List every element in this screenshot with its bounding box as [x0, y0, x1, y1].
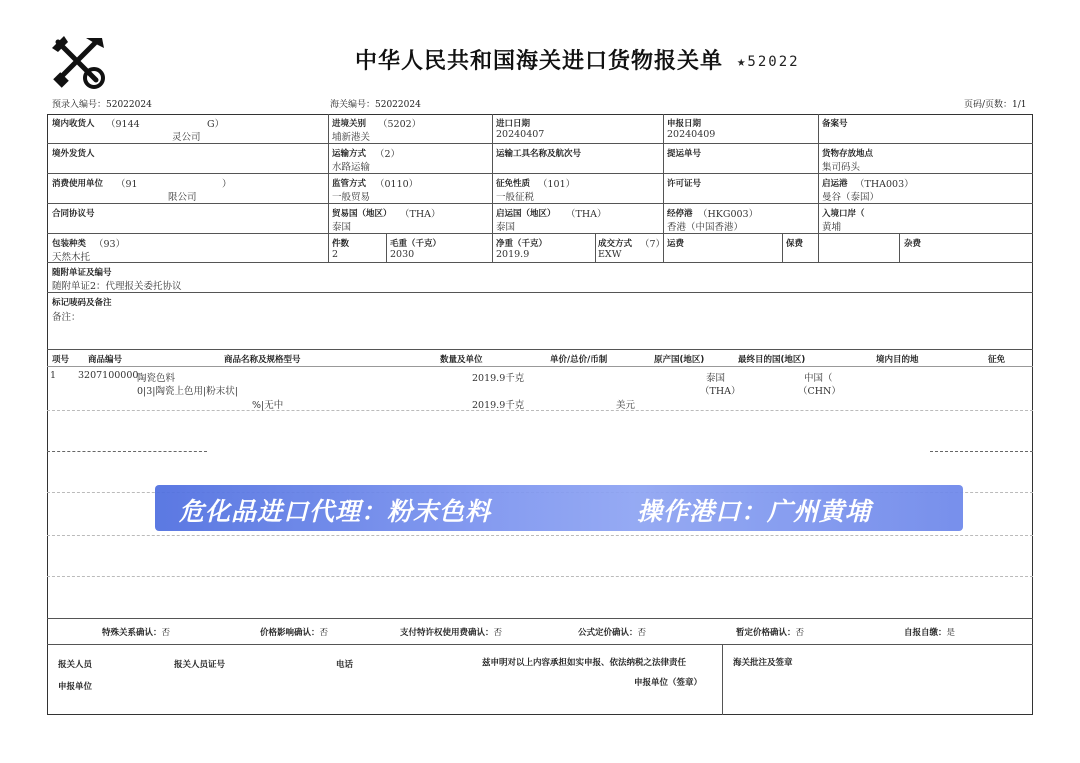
consignee-label: 境内收货人 — [52, 119, 95, 129]
origin-code: （THA） — [700, 386, 741, 397]
form-serial: ★52022 — [737, 54, 800, 70]
user-name: 限公司 — [168, 192, 197, 203]
quantity-2: 2019.9千克 — [472, 400, 525, 411]
pre-entry-number: 预录入编号：52022024 — [52, 100, 152, 110]
package-code: （93） — [94, 239, 126, 250]
item-no: 1 — [50, 370, 57, 381]
transit-port-label: 经停港 — [667, 209, 693, 219]
deal-code: （7） — [640, 239, 666, 250]
misc-label: 杂费 — [904, 239, 922, 249]
banner-left-text: 危化品进口代理：粉末色料 — [179, 497, 492, 526]
customs-emblem-icon — [50, 34, 108, 92]
pieces-label: 件数 — [332, 239, 350, 249]
contract-label: 合同协议号 — [52, 209, 95, 219]
transport-code: （2） — [375, 149, 401, 160]
gross-label: 毛重（千克） — [390, 239, 442, 249]
goods-spec-2: %|无中 — [252, 400, 284, 411]
user-code-end: ） — [222, 179, 232, 190]
quantity-1: 2019.9千克 — [472, 373, 525, 384]
col-item-no: 项号 — [52, 355, 70, 365]
freight-label: 运费 — [667, 239, 685, 249]
currency: 美元 — [616, 400, 636, 411]
declare-date: 20240409 — [667, 129, 716, 140]
declarant-id-label: 报关人员证号 — [174, 660, 226, 670]
declare-date-label: 申报日期 — [667, 119, 702, 129]
dep-country-label: 启运国（地区） — [496, 209, 556, 219]
dep-port-label: 启运港 — [822, 179, 848, 189]
trade-country-label: 贸易国（地区） — [332, 209, 392, 219]
storage: 集司码头 — [822, 162, 861, 173]
customs-number: 海关编号：52022024 — [330, 100, 421, 110]
destination: 中国（ — [804, 373, 833, 384]
entry-port-label: 进境关别 — [332, 119, 367, 129]
pieces: 2 — [332, 249, 339, 260]
dep-port: 曼谷（泰国） — [822, 192, 880, 203]
dep-country: 泰国 — [496, 222, 516, 233]
net: 2019.9 — [496, 249, 530, 260]
levy-code: （101） — [538, 179, 576, 190]
package: 天然木托 — [52, 252, 91, 263]
statement: 兹申明对以上内容承担如实申报、依法纳税之法律责任 — [482, 658, 687, 668]
supervision: 一般贸易 — [332, 192, 371, 203]
confirm-price-impact: 价格影响确认：否 — [260, 628, 329, 638]
deal-label: 成交方式 — [598, 239, 633, 249]
col-destination: 最终目的国(地区) — [738, 355, 806, 365]
form-title: 中华人民共和国海关进口货物报关单 — [355, 49, 724, 74]
col-origin: 原产国(地区) — [654, 355, 705, 365]
consignee-name: 灵公司 — [172, 132, 201, 143]
transit-port: 香港（中国香港） — [667, 222, 744, 233]
col-quantity: 数量及单位 — [440, 355, 483, 365]
consignee-code-end: G） — [207, 119, 225, 130]
dep-port-code: （THA003） — [855, 179, 914, 190]
phone-label: 电话 — [336, 660, 354, 670]
user-code: （91 — [116, 179, 138, 190]
bl-label: 提运单号 — [667, 149, 702, 159]
marks-value: 备注： — [52, 312, 81, 323]
banner-right-text: 操作港口：广州黄埔 — [637, 497, 872, 526]
license-label: 许可证号 — [667, 179, 702, 189]
dep-country-code: （THA） — [566, 209, 607, 220]
hs-code: 3207100000 — [78, 370, 139, 381]
col-hs-code: 商品编号 — [88, 355, 123, 365]
declarant-label: 报关人员 — [58, 660, 93, 670]
transport-label: 运输方式 — [332, 149, 367, 159]
col-domestic-dest: 境内目的地 — [876, 355, 919, 365]
record-label: 备案号 — [822, 119, 848, 129]
vessel-label: 运输工具名称及航次号 — [496, 149, 582, 159]
shipper-label: 境外发货人 — [52, 149, 95, 159]
levy-label: 征免性质 — [496, 179, 531, 189]
trade-country: 泰国 — [332, 222, 352, 233]
levy: 一般征税 — [496, 192, 535, 203]
promo-banner — [155, 485, 963, 531]
marks-label: 标记唛码及备注 — [52, 298, 112, 308]
entry-place-label: 入境口岸（ — [822, 209, 865, 219]
entry-place: 黄埔 — [822, 222, 842, 233]
user-label: 消费使用单位 — [52, 179, 104, 189]
confirm-self-declare: 自报自缴：是 — [904, 628, 956, 638]
goods-name: 陶瓷色料 — [137, 373, 176, 384]
declaration-form-frame — [47, 114, 1033, 715]
supervision-label: 监管方式 — [332, 179, 367, 189]
col-price: 单价/总价/币制 — [550, 355, 608, 365]
transport: 水路运输 — [332, 162, 371, 173]
storage-label: 货物存放地点 — [822, 149, 874, 159]
confirm-royalty: 支付特许权使用费确认：否 — [400, 628, 503, 638]
col-name-spec: 商品名称及规格型号 — [224, 355, 301, 365]
deal: EXW — [598, 249, 622, 260]
consignee-code: （9144 — [106, 119, 140, 130]
insurance-label: 保费 — [786, 239, 804, 249]
gross: 2030 — [390, 249, 415, 260]
confirm-special-relation: 特殊关系确认：否 — [102, 628, 171, 638]
docs-value: 随附单证2：代理报关委托协议 — [52, 281, 182, 292]
page-number: 页码/页数：1/1 — [964, 100, 1027, 110]
package-label: 包装种类 — [52, 239, 87, 249]
declaring-unit-label: 申报单位 — [58, 682, 93, 692]
trade-country-code: （THA） — [400, 209, 441, 220]
entry-port-code: （5202） — [378, 119, 422, 130]
customs-approval-label: 海关批注及签章 — [733, 658, 793, 668]
col-levy: 征免 — [988, 355, 1006, 365]
net-label: 净重（千克） — [496, 239, 548, 249]
transit-port-code: （HKG003） — [698, 209, 759, 220]
confirm-provisional-price: 暂定价格确认：否 — [736, 628, 805, 638]
supervision-code: （0110） — [375, 179, 419, 190]
confirm-formula-pricing: 公式定价确认：否 — [578, 628, 647, 638]
origin: 泰国 — [706, 373, 726, 384]
import-date: 20240407 — [496, 129, 545, 140]
destination-code: （CHN） — [798, 386, 841, 397]
entry-port: 埔新港关 — [332, 132, 371, 143]
import-date-label: 进口日期 — [496, 119, 531, 129]
goods-spec: 0|3|陶瓷上色用|粉末状| — [137, 386, 238, 397]
declaring-unit-seal: 申报单位（签章） — [634, 678, 703, 688]
docs-label: 随附单证及编号 — [52, 268, 112, 278]
